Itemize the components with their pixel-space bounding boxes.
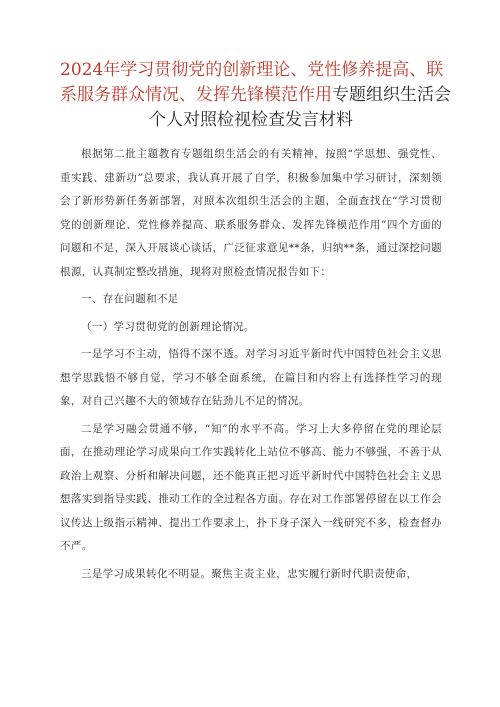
title-line-2 <box>60 83 451 108</box>
body-paragraph: 二是学习融会贯通不够，“知”的水平不高。学习上大多停留在党的理论层面，在推动理论学习成果向工作实践转化上站位不够高、能力不够强，不善于从政治上观察、分析和解决问题，还不能真正把习近平新时代中国特色社会主义思想落实到指导实践、推动工作的全过程各方面。存在对工作部署停留在以工作会议传达上级指示精神、提出工作要求上，扑下身子深入一线研究不多，检查督办不严。 <box>60 422 442 552</box>
intro-paragraph: 根据第二批主题教育专题组织生活会的有关精神，按照“学思想、强党性、重实践、建新功”总要求，我认真开展了自学，积极参加集中学习研讨，深刻领会了新形势新任务新部署，对照本次组织生活会的主题，全面查找在“学习贯彻党的创新理论、党性修养提高、联系服务群众、发挥先锋模范作用”四个方面的问题和不足，深入开展谈心谈话，广泛征求意见**条，归纳**条，通过深挖问题根源，认真制定整改措施，现将对照检查情况报告如下： <box>60 148 442 278</box>
section-heading: 一、存在问题和不足 <box>81 293 179 305</box>
body-paragraph: 一是学习不主动，悟得不深不透。对学习习近平新时代中国特色社会主义思想学思践悟不够自觉，学习不够全面系统，在篇目和内容上有选择性学习的现象，对自己兴趣不大的领域存在钻劲儿不足的情况。 <box>60 348 442 407</box>
document-subtitle: 个人对照检视检查发言材料 <box>149 110 353 130</box>
document-title <box>60 58 451 108</box>
subsection-heading: （一）学习贯彻党的创新理论情况。 <box>81 320 255 333</box>
title-line-2-black: 专题组织生活会 <box>332 85 451 105</box>
body-paragraph: 三是学习成果转化不明显。聚焦主责主业，忠实履行新时代职责使命， <box>81 567 418 580</box>
title-line-2-red: 系服务群众情况、发挥先锋模范作用 <box>60 85 332 105</box>
title-line-1: 2024年学习贯彻党的创新理论、党性修养提高、联 <box>60 60 444 80</box>
